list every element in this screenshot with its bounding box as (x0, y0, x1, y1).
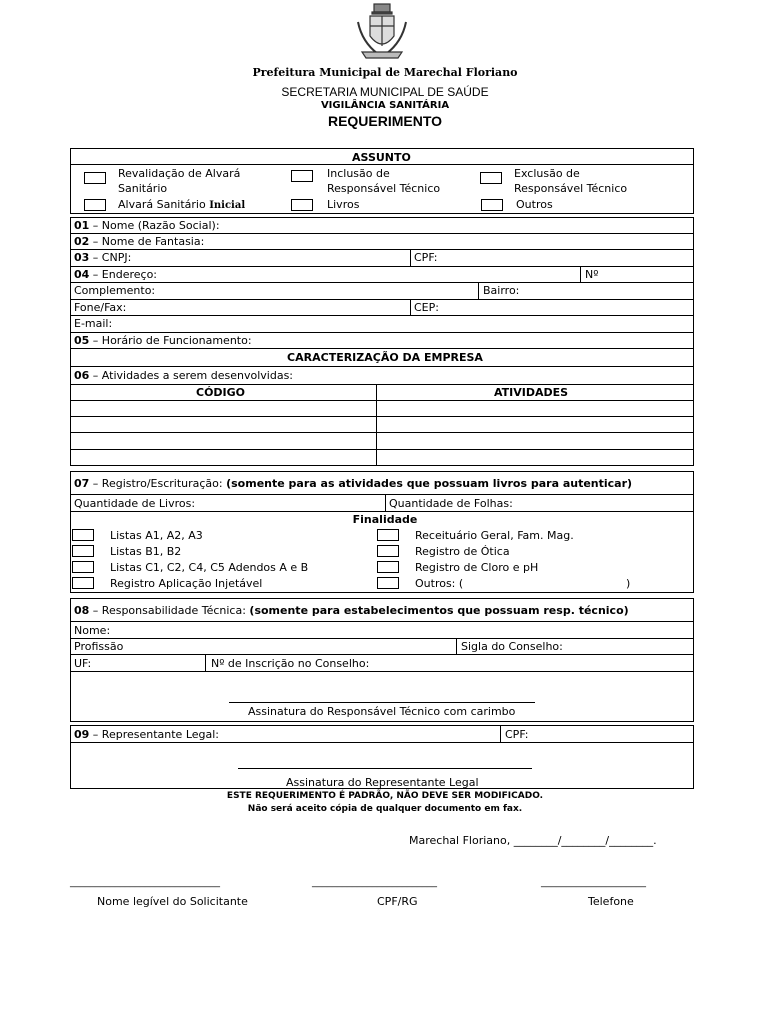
field-bairro[interactable]: Bairro: (483, 284, 520, 297)
date-line[interactable]: Marechal Floriano, ________/________/________. (409, 834, 657, 847)
field-nome-fantasia[interactable]: 02 – Nome de Fantasia: (74, 235, 205, 248)
field-numero[interactable]: Nº (585, 268, 599, 281)
checkbox-listas-c[interactable] (72, 561, 94, 573)
label-listas-c: Listas C1, C2, C4, C5 Adendos A e B (110, 561, 309, 574)
field-rt-sigla[interactable]: Sigla do Conselho: (461, 640, 563, 653)
option-inclusao-label-2: Responsável Técnico (327, 182, 441, 195)
rt-signature-line[interactable] (229, 702, 535, 703)
note-padrao: ESTE REQUERIMENTO É PADRÃO, NÃO DEVE SER MODIFICADO. (226, 791, 544, 801)
registro-heading: 07 – Registro/Escrituração: (somente para as atividades que possuam livros para autenticar) (74, 477, 633, 490)
rt-signature-label: Assinatura do Responsável Técnico com carimbo (248, 705, 516, 718)
checkbox-revalidacao[interactable] (84, 172, 106, 184)
signature-line-cpf[interactable]: _________________________ (312, 877, 437, 888)
signature-line-solicitante[interactable]: ______________________________ (70, 877, 220, 888)
checkbox-injetavel[interactable] (72, 577, 94, 589)
signature-line-telefone[interactable]: _____________________ (541, 877, 646, 888)
option-alvara-inicial-label (118, 198, 245, 212)
coat-of-arms-logo (352, 2, 412, 62)
checkbox-listas-b[interactable] (72, 545, 94, 557)
caracterizacao-heading: CARACTERIZAÇÃO DA EMPRESA (287, 351, 483, 364)
representante-signature-label: Assinatura do Representante Legal (286, 776, 479, 789)
label-telefone: Telefone (588, 895, 634, 908)
checkbox-cloro[interactable] (377, 561, 399, 573)
field-complemento[interactable]: Complemento: (74, 284, 156, 297)
checkbox-exclusao[interactable] (480, 172, 502, 184)
checkbox-livros[interactable] (291, 199, 313, 211)
col-codigo: CÓDIGO (196, 386, 246, 399)
note-fax: Não será aceito cópia de qualquer documento em fax. (247, 804, 523, 814)
field-cnpj[interactable]: 03 – CNPJ: (74, 251, 132, 264)
option-revalidacao-label-2: Sanitário (118, 182, 168, 195)
label-listas-a: Listas A1, A2, A3 (110, 529, 203, 542)
prefeitura-name: Prefeitura Municipal de Marechal Floriano (252, 66, 518, 79)
option-revalidacao-label: Revalidação de Alvará (118, 167, 241, 180)
field-horario[interactable]: 05 – Horário de Funcionamento: (74, 334, 252, 347)
checkbox-alvara-inicial[interactable] (84, 199, 106, 211)
secretaria-name: SECRETARIA MUNICIPAL DE SAÚDE (281, 85, 489, 99)
field-cpf[interactable]: CPF: (414, 251, 438, 264)
option-outros-label: Outros (516, 198, 553, 211)
label-injetavel: Registro Aplicação Injetável (110, 577, 263, 590)
field-qtd-folhas[interactable]: Quantidade de Folhas: (389, 497, 513, 510)
alvara-inicial-bold: Inicial (209, 200, 246, 211)
checkbox-outros-finalidade[interactable] (377, 577, 399, 589)
field-endereco[interactable]: 04 – Endereço: (74, 268, 158, 281)
outros-close-paren: ) (626, 577, 631, 590)
field-rt-uf[interactable]: UF: (74, 657, 92, 670)
option-inclusao-label: Inclusão de (327, 167, 390, 180)
label-cloro: Registro de Cloro e pH (415, 561, 539, 574)
assunto-heading: ASSUNTO (352, 151, 411, 164)
field-fone[interactable]: Fone/Fax: (74, 301, 127, 314)
label-otica: Registro de Ótica (415, 545, 510, 558)
checkbox-receituario[interactable] (377, 529, 399, 541)
alvara-prefix: Alvará Sanitário (118, 198, 206, 211)
checkbox-otica[interactable] (377, 545, 399, 557)
label-listas-b: Listas B1, B2 (110, 545, 182, 558)
option-exclusao-label-2: Responsável Técnico (514, 182, 628, 195)
field-rt-profissao[interactable]: Profissão (74, 640, 124, 653)
finalidade-heading: Finalidade (352, 513, 418, 526)
field-cep[interactable]: CEP: (414, 301, 439, 314)
field-rt-inscricao[interactable]: Nº de Inscrição no Conselho: (211, 657, 370, 670)
label-solicitante: Nome legível do Solicitante (97, 895, 248, 908)
field-nome-razao[interactable]: 01 – Nome (Razão Social): (74, 219, 220, 232)
field-rt-nome[interactable]: Nome: (74, 624, 111, 637)
checkbox-inclusao[interactable] (291, 170, 313, 182)
col-atividades: ATIVIDADES (494, 386, 569, 399)
option-livros-label: Livros (327, 198, 360, 211)
representante-signature-line[interactable] (238, 768, 532, 769)
option-exclusao-label: Exclusão de (514, 167, 580, 180)
field-atividades: 06 – Atividades a serem desenvolvidas: (74, 369, 294, 382)
checkbox-outros[interactable] (481, 199, 503, 211)
field-representante-cpf[interactable]: CPF: (505, 728, 529, 741)
field-qtd-livros[interactable]: Quantidade de Livros: (74, 497, 196, 510)
label-receituario: Receituário Geral, Fam. Mag. (415, 529, 574, 542)
responsabilidade-heading: 08 – Responsabilidade Técnica: (somente para estabelecimentos que possuam resp. técnico) (74, 604, 629, 617)
label-outros-finalidade: Outros: ( (415, 577, 464, 590)
vigilancia-name: VIGILÂNCIA SANITÁRIA (320, 100, 450, 111)
field-representante[interactable]: 09 – Representante Legal: (74, 728, 220, 741)
field-email[interactable]: E-mail: (74, 317, 113, 330)
page-title: REQUERIMENTO (327, 113, 443, 129)
checkbox-listas-a[interactable] (72, 529, 94, 541)
label-cpf-rg: CPF/RG (377, 895, 418, 908)
